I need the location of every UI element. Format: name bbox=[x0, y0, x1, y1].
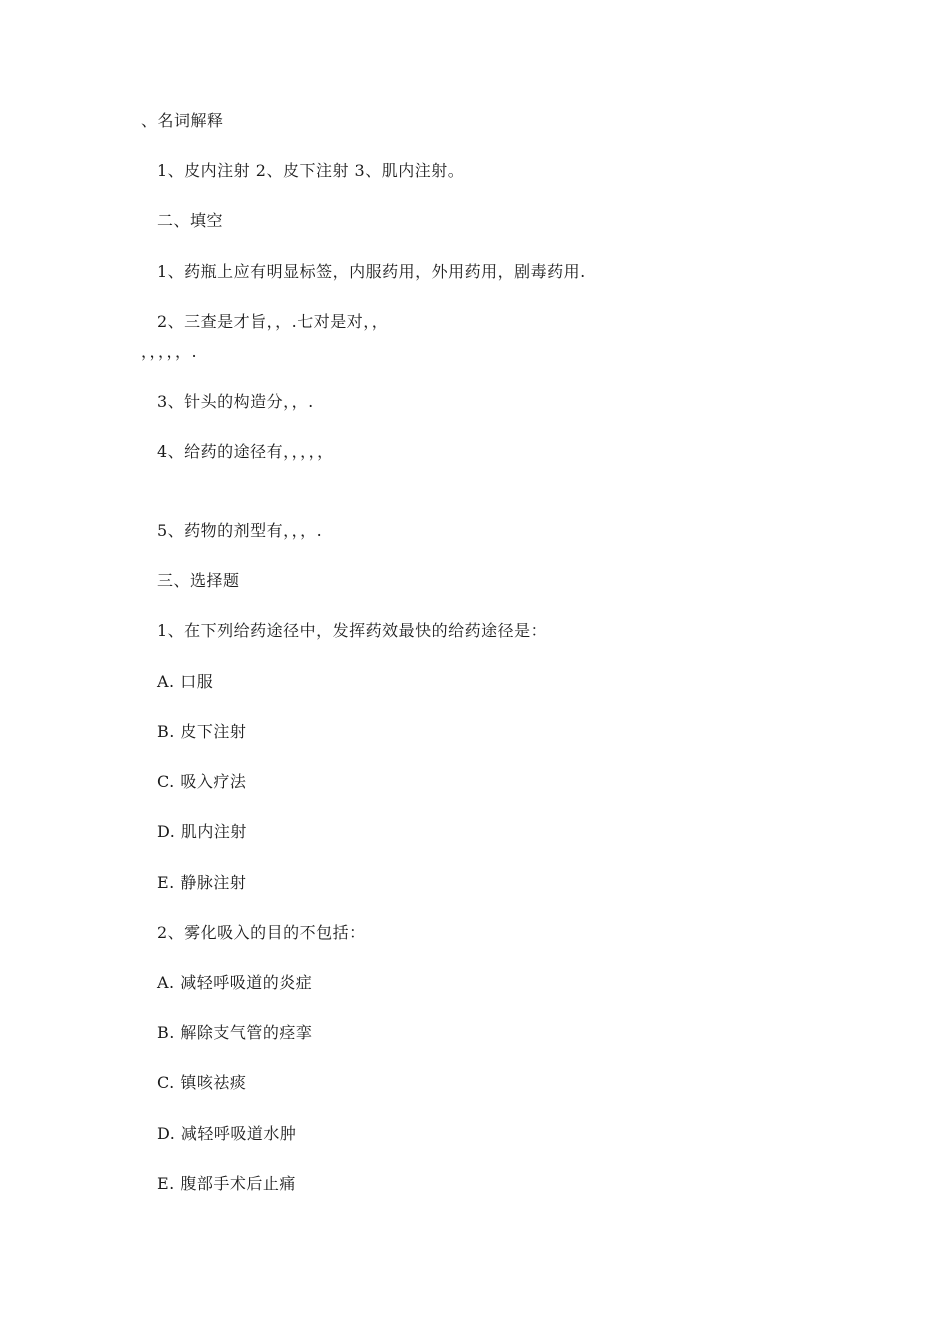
fill-in-question-1: 1、药瓶上应有明显标签，内服药用，外用药用，剧毒药用. bbox=[157, 262, 586, 281]
choice-question-1-option-c: C. 吸入疗法 bbox=[157, 772, 247, 791]
section-heading-fill-in: 二、填空 bbox=[157, 211, 224, 230]
section-heading-definitions: 、名词解释 bbox=[141, 111, 224, 130]
choice-question-1-stem: 1、在下列给药途径中，发挥药效最快的给药途径是： bbox=[157, 621, 548, 640]
fill-in-question-2: 2、三查是才旨，，.七对是对，， bbox=[157, 312, 389, 331]
section-heading-multiple-choice: 三、选择题 bbox=[157, 571, 240, 590]
fill-in-question-4: 4、给药的途径有，，，，， bbox=[157, 442, 334, 461]
choice-question-2-option-e: E. 腹部手术后止痛 bbox=[157, 1174, 296, 1193]
choice-question-2-option-b: B. 解除支气管的痉挛 bbox=[157, 1023, 313, 1042]
choice-question-1-option-b: B. 皮下注射 bbox=[157, 722, 247, 741]
choice-question-2-option-d: D. 减轻呼吸道水肿 bbox=[157, 1124, 297, 1143]
fill-in-question-2-continued: ，，，，，. bbox=[141, 342, 198, 361]
choice-question-2-stem: 2、雾化吸入的目的不包括： bbox=[157, 923, 366, 942]
choice-question-1-option-a: A. 口服 bbox=[157, 672, 214, 691]
choice-question-2-option-a: A. 减轻呼吸道的炎症 bbox=[157, 973, 313, 992]
definition-terms: 1、皮内注射 2、皮下注射 3、肌内注射。 bbox=[157, 161, 465, 180]
choice-question-2-option-c: C. 镇咳祛痰 bbox=[157, 1073, 247, 1092]
fill-in-question-5: 5、药物的剂型有，，，. bbox=[157, 521, 323, 540]
choice-question-1-option-e: E. 静脉注射 bbox=[157, 873, 247, 892]
choice-question-1-option-d: D. 肌内注射 bbox=[157, 822, 247, 841]
fill-in-question-3: 3、针头的构造分，，. bbox=[157, 392, 314, 411]
